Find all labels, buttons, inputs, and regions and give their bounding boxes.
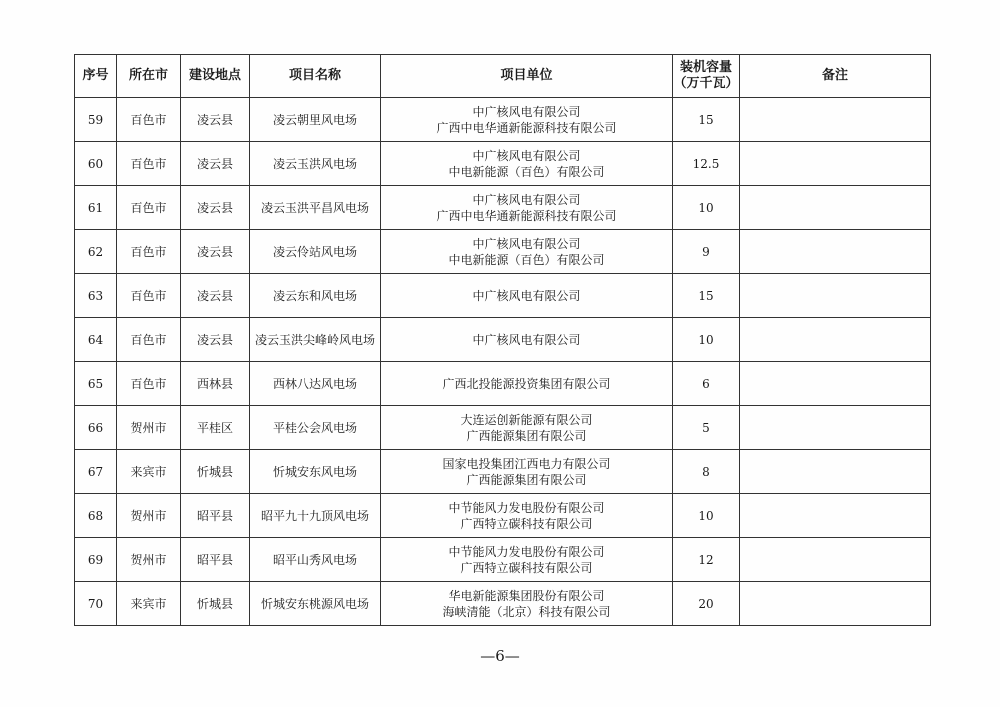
project-unit-line: 华电新能源集团股份有限公司 [448,588,605,603]
cell-seq: 59 [75,98,117,142]
cell-project-name: 凌云伶站风电场 [250,230,381,274]
cell-capacity: 6 [673,362,740,406]
table-row [75,538,931,582]
cell-project-unit [381,450,673,494]
cell-project-unit [381,274,673,318]
project-unit-line: 中电新能源（百色）有限公司 [448,164,605,179]
cell-project-unit [381,494,673,538]
project-unit-line: 大连运创新能源有限公司 [460,412,593,427]
cell-capacity: 8 [673,450,740,494]
cell-city: 百色市 [117,186,181,230]
cell-remark [740,582,931,626]
cell-site: 凌云县 [181,274,250,318]
cell-seq: 63 [75,274,117,318]
cell-city: 百色市 [117,142,181,186]
project-unit-line: 广西中电华通新能源科技有限公司 [436,208,617,223]
table-row [75,98,931,142]
cell-project-unit [381,230,673,274]
cell-seq: 70 [75,582,117,626]
header-remark: 备注 [740,55,931,98]
cell-site: 凌云县 [181,98,250,142]
header-capacity-line1: 装机容量 [679,60,732,75]
cell-project-unit [381,362,673,406]
cell-project-unit [381,582,673,626]
cell-project-unit [381,186,673,230]
cell-remark [740,230,931,274]
cell-site: 忻城县 [181,582,250,626]
cell-remark [740,450,931,494]
cell-capacity: 20 [673,582,740,626]
cell-seq: 64 [75,318,117,362]
table-row [75,362,931,406]
cell-site: 忻城县 [181,450,250,494]
cell-remark [740,362,931,406]
project-unit-line: 广西中电华通新能源科技有限公司 [436,120,617,135]
cell-remark [740,494,931,538]
project-unit-line: 广西北投能源投资集团有限公司 [442,376,611,391]
cell-project-name: 凌云朝里风电场 [250,98,381,142]
cell-capacity: 10 [673,186,740,230]
cell-project-name: 昭平九十九顶风电场 [250,494,381,538]
project-unit-line: 广西能源集团有限公司 [466,472,587,487]
cell-site: 昭平县 [181,494,250,538]
cell-project-name: 平桂公会风电场 [250,406,381,450]
page-number: —6— [480,647,520,665]
cell-city: 百色市 [117,274,181,318]
project-unit-line: 国家电投集团江西电力有限公司 [442,456,611,471]
cell-city: 百色市 [117,98,181,142]
header-project-name: 项目名称 [250,55,381,98]
table-body [75,98,931,626]
cell-project-name: 忻城安东桃源风电场 [250,582,381,626]
cell-seq: 68 [75,494,117,538]
cell-seq: 60 [75,142,117,186]
cell-remark [740,98,931,142]
table-row [75,450,931,494]
project-unit-line: 中广核风电有限公司 [472,236,581,251]
cell-project-unit [381,406,673,450]
cell-project-name: 忻城安东风电场 [250,450,381,494]
cell-remark [740,186,931,230]
table-row [75,186,931,230]
cell-site: 昭平县 [181,538,250,582]
cell-project-name: 凌云东和风电场 [250,274,381,318]
cell-seq: 69 [75,538,117,582]
cell-city: 百色市 [117,318,181,362]
project-unit-line: 中广核风电有限公司 [472,104,581,119]
cell-city: 来宾市 [117,450,181,494]
project-unit-line: 中广核风电有限公司 [472,332,581,347]
cell-project-name: 凌云玉洪平昌风电场 [250,186,381,230]
project-unit-line: 中电新能源（百色）有限公司 [448,252,605,267]
cell-capacity: 15 [673,274,740,318]
cell-capacity: 9 [673,230,740,274]
header-site: 建设地点 [181,55,250,98]
cell-site: 西林县 [181,362,250,406]
cell-site: 凌云县 [181,230,250,274]
cell-site: 凌云县 [181,186,250,230]
cell-capacity: 12.5 [673,142,740,186]
cell-seq: 61 [75,186,117,230]
project-unit-line: 广西能源集团有限公司 [466,428,587,443]
table-row [75,494,931,538]
cell-city: 贺州市 [117,406,181,450]
cell-project-name: 凌云玉洪风电场 [250,142,381,186]
cell-capacity: 15 [673,98,740,142]
header-project-unit: 项目单位 [381,55,673,98]
cell-seq: 67 [75,450,117,494]
cell-remark [740,274,931,318]
cell-project-unit [381,142,673,186]
cell-seq: 65 [75,362,117,406]
cell-capacity: 12 [673,538,740,582]
table-row [75,274,931,318]
project-unit-line: 中节能风力发电股份有限公司 [448,500,605,515]
project-unit-line: 中节能风力发电股份有限公司 [448,544,605,559]
cell-project-name: 昭平山秀风电场 [250,538,381,582]
cell-city: 来宾市 [117,582,181,626]
table-row [75,582,931,626]
cell-remark [740,142,931,186]
cell-remark [740,538,931,582]
cell-project-unit [381,318,673,362]
cell-remark [740,406,931,450]
cell-project-name: 凌云玉洪尖峰岭风电场 [250,318,381,362]
cell-site: 凌云县 [181,142,250,186]
table-row [75,406,931,450]
cell-city: 贺州市 [117,538,181,582]
project-unit-line: 海峡清能（北京）科技有限公司 [442,604,611,619]
cell-capacity: 10 [673,494,740,538]
cell-seq: 66 [75,406,117,450]
header-city: 所在市 [117,55,181,98]
project-table [74,54,931,626]
header-capacity-line2: （万千瓦） [673,76,739,91]
cell-site: 平桂区 [181,406,250,450]
cell-project-unit [381,538,673,582]
cell-remark [740,318,931,362]
cell-capacity: 5 [673,406,740,450]
header-capacity [673,55,740,98]
header-seq: 序号 [75,55,117,98]
cell-city: 贺州市 [117,494,181,538]
cell-capacity: 10 [673,318,740,362]
table-row [75,230,931,274]
project-unit-line: 中广核风电有限公司 [472,192,581,207]
table-row [75,142,931,186]
project-unit-line: 广西特立碳科技有限公司 [460,560,593,575]
project-unit-line: 广西特立碳科技有限公司 [460,516,593,531]
project-unit-line: 中广核风电有限公司 [472,288,581,303]
cell-project-unit [381,98,673,142]
cell-project-name: 西林八达风电场 [250,362,381,406]
cell-city: 百色市 [117,230,181,274]
project-unit-line: 中广核风电有限公司 [472,148,581,163]
cell-city: 百色市 [117,362,181,406]
table-row [75,318,931,362]
cell-site: 凌云县 [181,318,250,362]
cell-seq: 62 [75,230,117,274]
table-header-row [75,55,931,98]
